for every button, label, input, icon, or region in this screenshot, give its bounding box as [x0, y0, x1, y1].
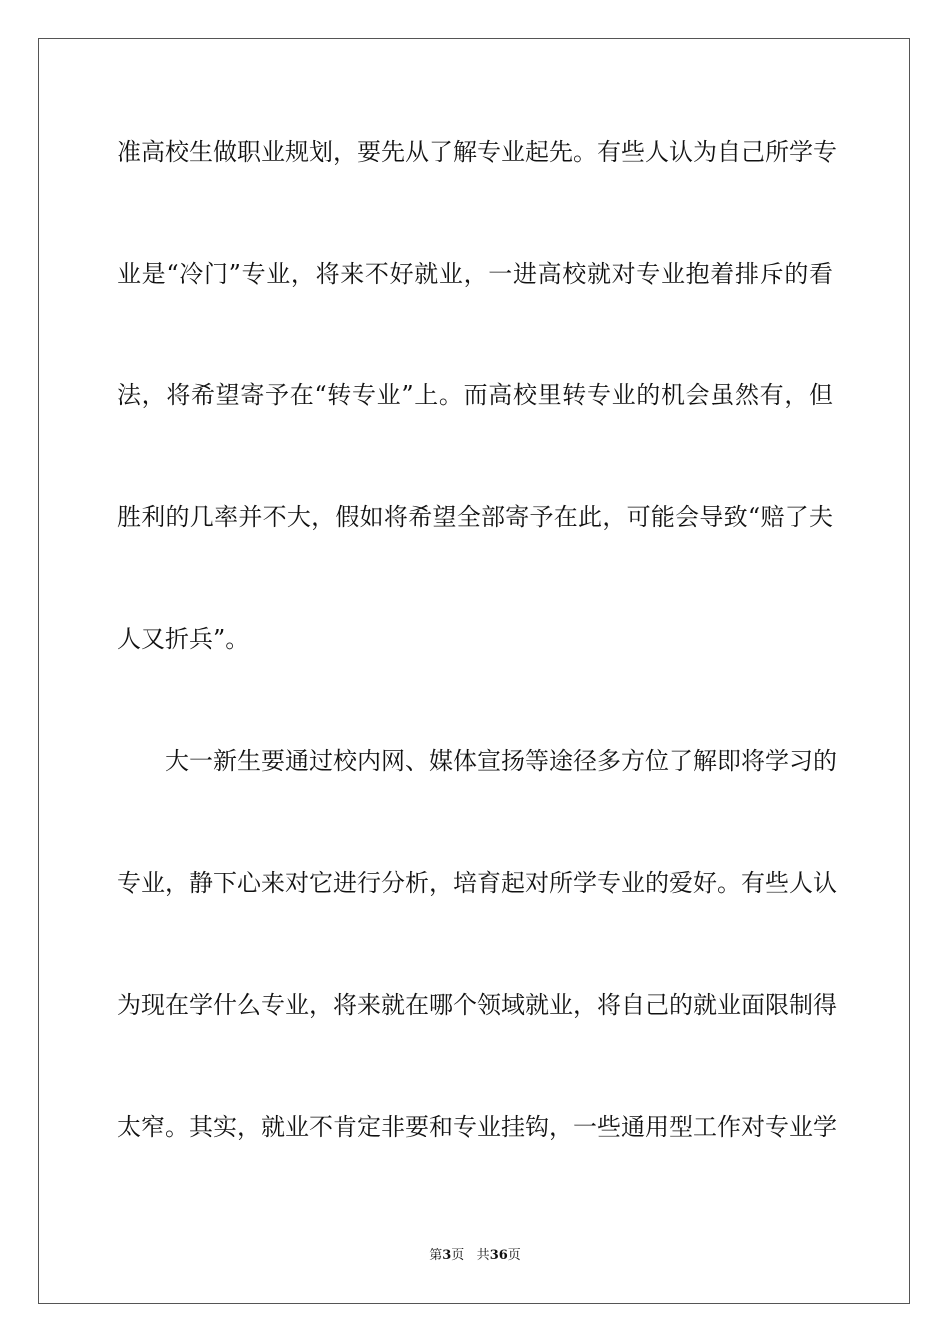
total-pages-number: 36 — [489, 1248, 508, 1263]
text-line: 专业，静下心来对它进行分析，培育起对所学专业的爱好。有些人认 — [117, 869, 837, 897]
footer-prefix: 第 — [429, 1248, 443, 1263]
text-line: 人又折兵”。 — [117, 625, 250, 653]
current-page-number: 3 — [442, 1248, 452, 1263]
text-line: 为现在学什么专业，将来就在哪个领域就业，将自己的就业面限制得 — [117, 991, 837, 1019]
page-footer — [0, 1247, 950, 1265]
footer-page-suffix: 页 — [451, 1248, 465, 1263]
footer-total-suffix: 页 — [507, 1248, 521, 1263]
footer-total-prefix: 共 — [476, 1248, 490, 1263]
text-line: 太窄。其实，就业不肯定非要和专业挂钩，一些通用型工作对专业学 — [117, 1113, 837, 1141]
text-line: 业是“冷门”专业，将来不好就业，一进高校就对专业抱着排斥的看 — [117, 260, 833, 288]
text-line: 准高校生做职业规划，要先从了解专业起先。有些人认为自己所学专 — [117, 138, 837, 166]
text-line: 大一新生要通过校内网、媒体宣扬等途径多方位了解即将学习的 — [165, 747, 837, 775]
text-line: 胜利的几率并不大，假如将希望全部寄予在此，可能会导致“赔了夫 — [117, 503, 833, 531]
text-line: 法，将希望寄予在“转专业”上。而高校里转专业的机会虽然有，但 — [117, 381, 833, 409]
